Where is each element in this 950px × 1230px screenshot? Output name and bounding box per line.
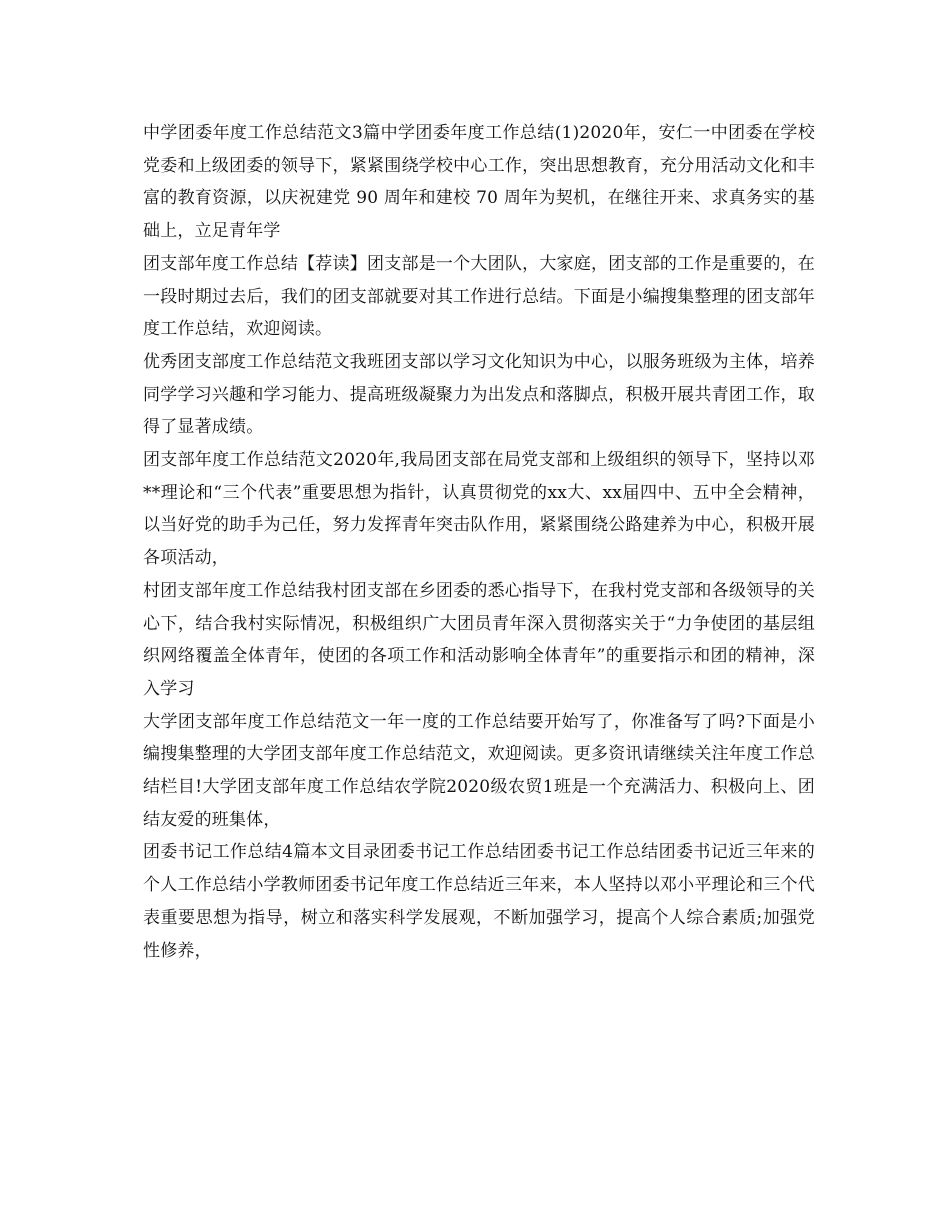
paragraph-village-branch-summary: 村团支部年度工作总结我村团支部在乡团委的悉心指导下，在我村党支部和各级领导的关心下，结合我村实际情况，积极组织广大团员青年深入贯彻落实关于“力争使团的基层组织网络覆盖全体青年，使团的各项工作和活动影响全体青年”的重要指示和团的精神，深入学习: [143, 580, 815, 699]
paragraph-excellent-branch-summary: 优秀团支部度工作总结范文我班团支部以学习文化知识为中心，以服务班级为主体，培养同学学习兴趣和学习能力、提高班级凝聚力为出发点和落脚点，积极开展共青团工作，取得了显著成绩。: [143, 351, 815, 438]
paragraph-school-league-summary: 中学团委年度工作总结范文3篇中学团委年度工作总结(1)2020年，安仁一中团委在学校党委和上级团委的领导下，紧紧围绕学校中心工作，突出思想教育，充分用活动文化和丰富的教育资源，以庆祝建党 90 周年和建校 70 周年为契机，在继往开来、求真务实的基础上，立足青年学: [143, 123, 815, 242]
paragraph-bureau-branch-summary: 团支部年度工作总结范文2020年,我局团支部在局党支部和上级组织的领导下，坚持以邓**理论和“三个代表”重要思想为指针，认真贯彻党的xx大、xx届四中、五中全会精神，以当好党的助手为己任，努力发挥青年突击队作用，紧紧围绕公路建养为中心，积极开展各项活动，: [143, 450, 815, 569]
paragraph-secretary-summary: 团委书记工作总结4篇本文目录团委书记工作总结团委书记工作总结团委书记近三年来的个人工作总结小学教师团委书记年度工作总结近三年来，本人坚持以邓小平理论和三个代表重要思想为指导，树立和落实科学发展观，不断加强学习，提高个人综合素质;加强党性修养，: [143, 842, 815, 961]
paragraph-branch-summary-recommended: 团支部年度工作总结【荐读】团支部是一个大团队，大家庭，团支部的工作是重要的，在一段时期过去后，我们的团支部就要对其工作进行总结。下面是小编搜集整理的团支部年度工作总结，欢迎阅读。: [143, 253, 815, 340]
document-body: [143, 117, 815, 967]
paragraph-university-branch-summary: 大学团支部年度工作总结范文一年一度的工作总结要开始写了，你准备写了吗?下面是小编搜集整理的大学团支部年度工作总结范文，欢迎阅读。更多资讯请继续关注年度工作总结栏目!大学团支部年度工作总结农学院2020级农贸1班是一个充满活力、积极向上、团结友爱的班集体，: [143, 711, 815, 830]
